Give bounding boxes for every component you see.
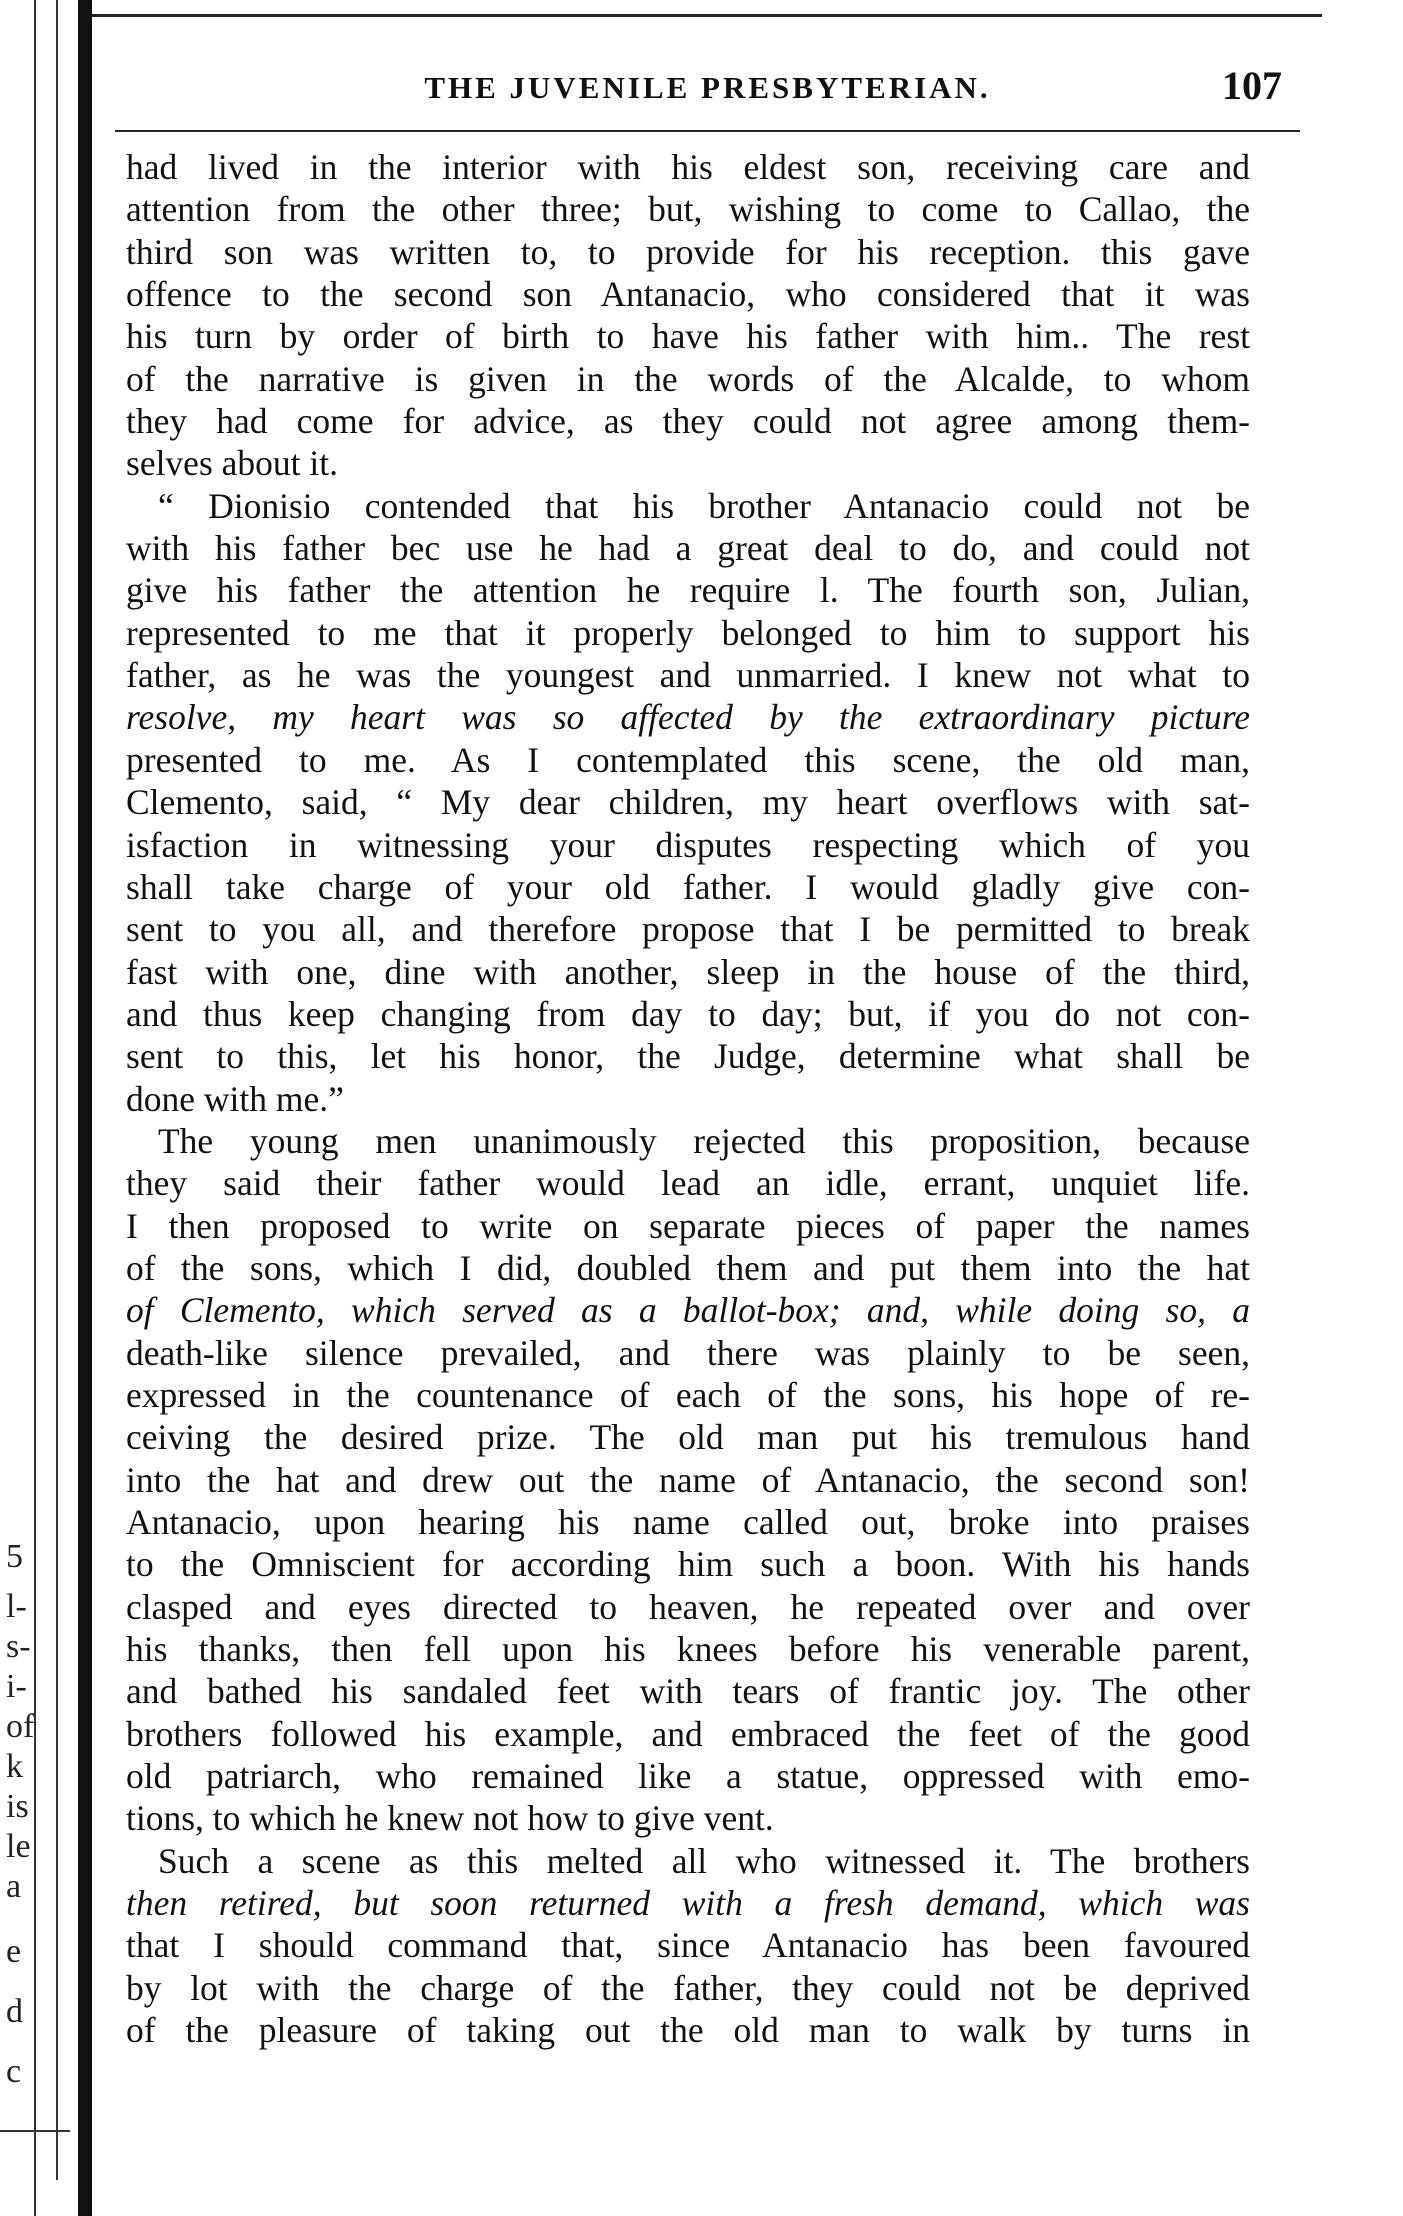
margin-rule (56, 0, 58, 2180)
text-line: shall take charge of your old father. I would gladly give con- (126, 866, 1250, 907)
text-line: done with me.” (126, 1078, 344, 1119)
text-line: ceiving the desired prize. The old man put his tremulous hand (126, 1417, 1250, 1458)
text-line: death-like silence prevailed, and there was plainly to be seen, (126, 1332, 1250, 1373)
page-number: 107 (1222, 63, 1282, 108)
fragment-text: 5 (6, 1538, 23, 1575)
header-rule (115, 130, 1300, 132)
text-line: isfaction in witnessing your disputes respecting which of you (126, 824, 1250, 865)
fragment-text: of (6, 1708, 35, 1745)
binding-gutter (78, 0, 92, 2216)
text-line: of the pleasure of taking out the old man to walk by turns in (126, 2010, 1250, 2051)
text-line: and bathed his sandaled feet with tears of frantic joy. The other (126, 1671, 1250, 1712)
fragment-text: s- (6, 1628, 31, 1665)
text-line: his thanks, then fell upon his knees before his venerable parent, (126, 1629, 1250, 1670)
fragment-text: is (6, 1788, 29, 1825)
text-line: offence to the second son Antanacio, who considered that it was (126, 274, 1250, 315)
text-line: resolve, my heart was so affected by the extraordinary picture (126, 697, 1250, 738)
adjacent-page-fragments (6, 0, 74, 2216)
text-line: represented to me that it properly belonged to him to support his (126, 612, 1250, 653)
text-line: to the Omniscient for according him such a boon. With his hands (126, 1544, 1250, 1585)
text-line: brothers followed his example, and embraced the feet of the good (126, 1713, 1250, 1754)
fragment-text: i- (6, 1668, 27, 1705)
text-line: they had come for advice, as they could not agree among them- (126, 401, 1250, 442)
text-line: tions, to which he knew not how to give vent. (126, 1798, 774, 1839)
text-line: sent to this, let his honor, the Judge, determine what shall be (126, 1036, 1250, 1077)
text-line: Antanacio, upon hearing his name called out, broke into praises (126, 1502, 1250, 1542)
text-line: expressed in the countenance of each of the sons, his hope of re- (126, 1374, 1250, 1415)
page-header (115, 62, 1300, 122)
fragment-text: k (6, 1748, 23, 1785)
text-line: “ Dionisio contended that his brother Antanacio could not be (158, 485, 1250, 526)
text-line: into the hat and drew out the name of Antanacio, the second son! (126, 1459, 1250, 1500)
text-line: fast with one, dine with another, sleep in the house of the third, (126, 951, 1250, 992)
margin-rule (34, 0, 36, 2216)
text-line: father, as he was the youngest and unmarried. I knew not what to (126, 655, 1250, 696)
text-line: that I should command that, since Antanacio has been favoured (126, 1925, 1250, 1966)
running-title: THE JUVENILE PRESBYTERIAN. (424, 70, 991, 105)
text-line: Clemento, said, “ My dear children, my heart overflows with sat- (126, 782, 1250, 823)
text-line: attention from the other three; but, wishing to come to Callao, the (126, 189, 1250, 230)
text-line: and thus keep changing from day to day; but, if you do not con- (126, 993, 1250, 1034)
text-line: with his father bec use he had a great deal to do, and could not (126, 528, 1250, 569)
article-body (126, 146, 1250, 2051)
text-line: of the narrative is given in the words of the Alcalde, to whom (126, 358, 1250, 399)
text-line: selves about it. (126, 443, 338, 484)
text-line: of Clemento, which served as a ballot-box; and, while doing so, a (126, 1290, 1250, 1331)
text-line: third son was written to, to provide for his reception. this gave (126, 231, 1250, 272)
text-line: clasped and eyes directed to heaven, he repeated over and over (126, 1586, 1250, 1627)
top-rule (92, 14, 1322, 17)
fragment-text: le (6, 1828, 31, 1865)
fragment-text: c (6, 2053, 22, 2090)
fragment-text: a (6, 1868, 22, 1905)
text-line: of the sons, which I did, doubled them and put them into the hat (126, 1247, 1250, 1288)
text-line: had lived in the interior with his eldest son, receiving care and (126, 147, 1250, 187)
text-line: his turn by order of birth to have his father with him.. The rest (126, 316, 1250, 357)
text-line: they said their father would lead an idle, errant, unquiet life. (126, 1163, 1250, 1204)
fragment-text: d (6, 1993, 23, 2030)
text-line: by lot with the charge of the father, they could not be deprived (126, 1967, 1250, 2008)
text-line: Such a scene as this melted all who witnessed it. The brothers (158, 1840, 1250, 1881)
fragment-text: l- (6, 1588, 27, 1625)
text-line: presented to me. As I contemplated this scene, the old man, (126, 739, 1250, 780)
text-line: sent to you all, and therefore propose that I be permitted to break (126, 909, 1250, 950)
text-line: then retired, but soon returned with a fresh demand, which was (126, 1883, 1250, 1924)
text-line: give his father the attention he require l. The fourth son, Julian, (126, 570, 1250, 611)
fragment-text: e (6, 1933, 22, 1970)
text-line: The young men unanimously rejected this proposition, because (158, 1120, 1250, 1161)
text-line: I then proposed to write on separate pieces of paper the names (126, 1205, 1250, 1246)
bottom-rule (0, 2130, 70, 2132)
text-line: old patriarch, who remained like a statue, oppressed with emo- (126, 1756, 1250, 1797)
